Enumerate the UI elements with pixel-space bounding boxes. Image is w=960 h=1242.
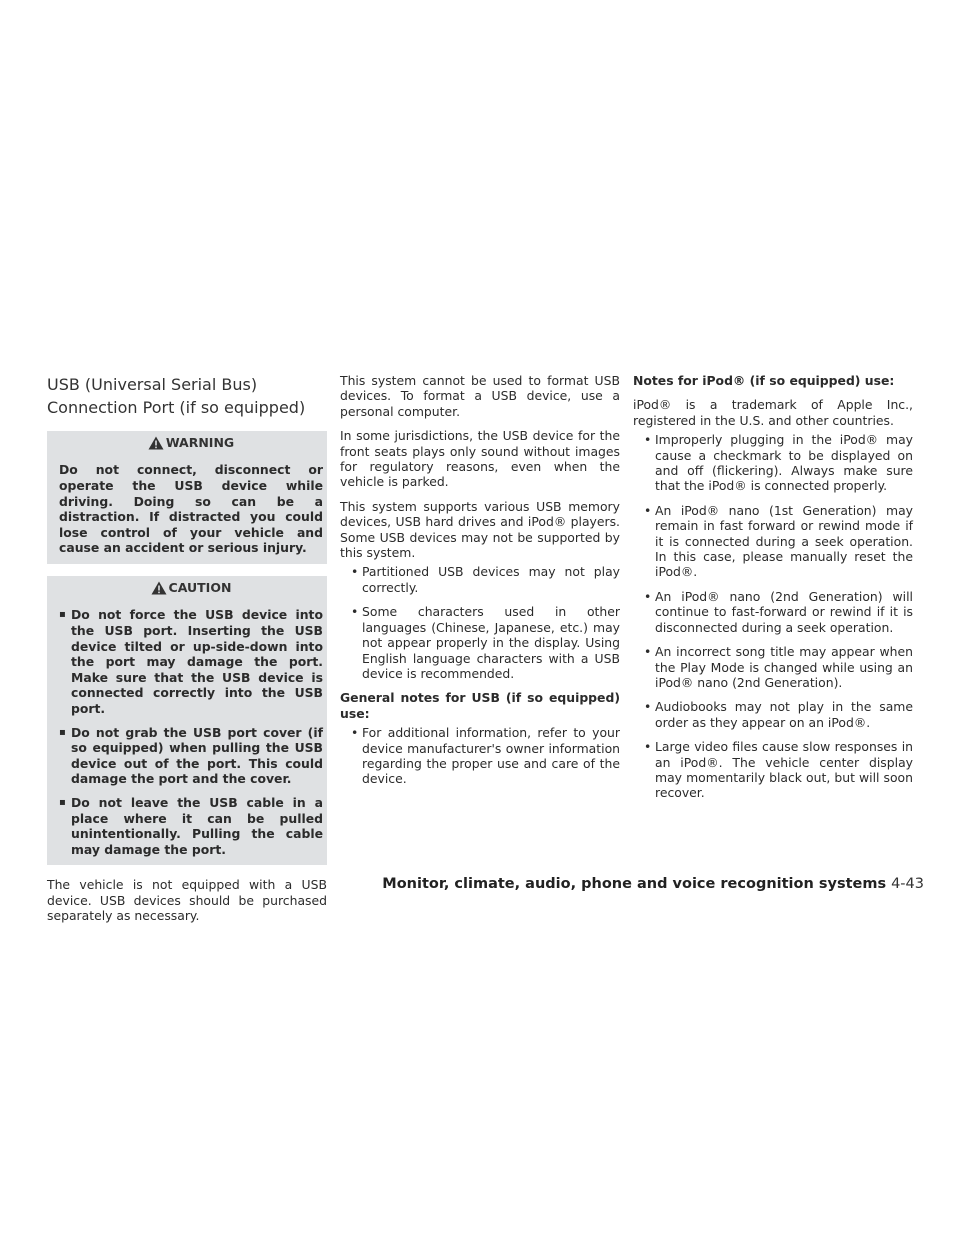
page-number: 4-43 <box>891 876 924 892</box>
column-right <box>633 373 913 810</box>
paragraph: This system cannot be used to format USB devices. To format a USB device, use a personal computer. <box>340 373 620 419</box>
section-title-line2: Connection Port (if so equipped) <box>47 398 306 417</box>
paragraph: In some jurisdictions, the USB device for the front seats plays only sound without images for regulatory reasons, even when the vehicle is parked. <box>340 428 620 490</box>
caution-item: ▪ Do not grab the USB port cover (if so equipped) when pulling the USB device out of the port. This could damage the port and the cover. <box>59 725 323 787</box>
subheading-ipod-notes: Notes for iPod® (if so equipped) use: <box>633 373 895 388</box>
caution-label: CAUTION <box>168 579 232 595</box>
list-item: • Improperly plugging in the iPod® may cause a checkmark to be displayed on and off (flickering). Always make sure that the iPod® is connected properly. <box>633 432 913 494</box>
subheading-general-notes: General notes for USB (if so equipped) use: <box>340 690 620 721</box>
warning-box <box>47 431 327 564</box>
section-title <box>47 373 327 419</box>
warning-triangle-icon <box>148 436 164 450</box>
list-item: • Some characters used in other languages (Chinese, Japanese, etc.) may not appear properly in the display. Using English language characters with a USB device is recommended. <box>340 604 620 681</box>
caution-list <box>59 607 323 857</box>
bullet-list <box>340 725 620 787</box>
column-middle <box>340 373 620 796</box>
list-item: • Audiobooks may not play in the same order as they appear on an iPod®. <box>633 699 913 730</box>
list-item: • For additional information, refer to your device manufacturer's owner information regarding the proper use and care of the device. <box>340 725 620 787</box>
list-item: • An iPod® nano (2nd Generation) will continue to fast-forward or rewind if it is disconnected during a seek operation. <box>633 589 913 635</box>
bullet-list <box>340 564 620 681</box>
list-item: • Partitioned USB devices may not play correctly. <box>340 564 620 595</box>
list-item: • An incorrect song title may appear when the Play Mode is changed while using an iPod® nano (2nd Generation). <box>633 644 913 690</box>
caution-item: ▪ Do not leave the USB cable in a place where it can be pulled unintentionally. Pulling the cable may damage the port. <box>59 795 323 857</box>
list-item: • Large video files cause slow responses in an iPod®. The vehicle center display may momentarily black out, but will soon recover. <box>633 739 913 801</box>
caution-box <box>47 576 327 865</box>
chapter-title: Monitor, climate, audio, phone and voice recognition systems <box>382 876 887 892</box>
caution-heading <box>59 580 323 595</box>
column-left <box>47 373 327 933</box>
page-footer <box>382 876 924 892</box>
paragraph: iPod® is a trademark of Apple Inc., registered in the U.S. and other countries. <box>633 397 913 428</box>
list-item: • An iPod® nano (1st Generation) may remain in fast forward or rewind mode if it is connected during a seek operation. In this case, please manually reset the iPod®. <box>633 503 913 580</box>
bullet-list <box>633 432 913 801</box>
warning-heading <box>59 435 323 450</box>
paragraph: The vehicle is not equipped with a USB device. USB devices should be purchased separately as necessary. <box>47 877 327 924</box>
caution-triangle-icon <box>151 581 167 595</box>
paragraph: This system supports various USB memory devices, USB hard drives and iPod® players. Some USB devices may not be supported by this system. <box>340 498 620 561</box>
section-title-line1: USB (Universal Serial Bus) <box>47 375 258 394</box>
warning-text: Do not connect, disconnect or operate the USB device while driving. Doing so can be a distraction. If distracted you could lose control of your vehicle and cause an accident or serious injury. <box>59 462 323 556</box>
caution-item: ▪ Do not force the USB device into the USB port. Inserting the USB device tilted or up-side-down into the port may damage the port. Make sure that the USB device is connected correctly into the USB port. <box>59 607 323 716</box>
warning-label: WARNING <box>165 435 235 450</box>
